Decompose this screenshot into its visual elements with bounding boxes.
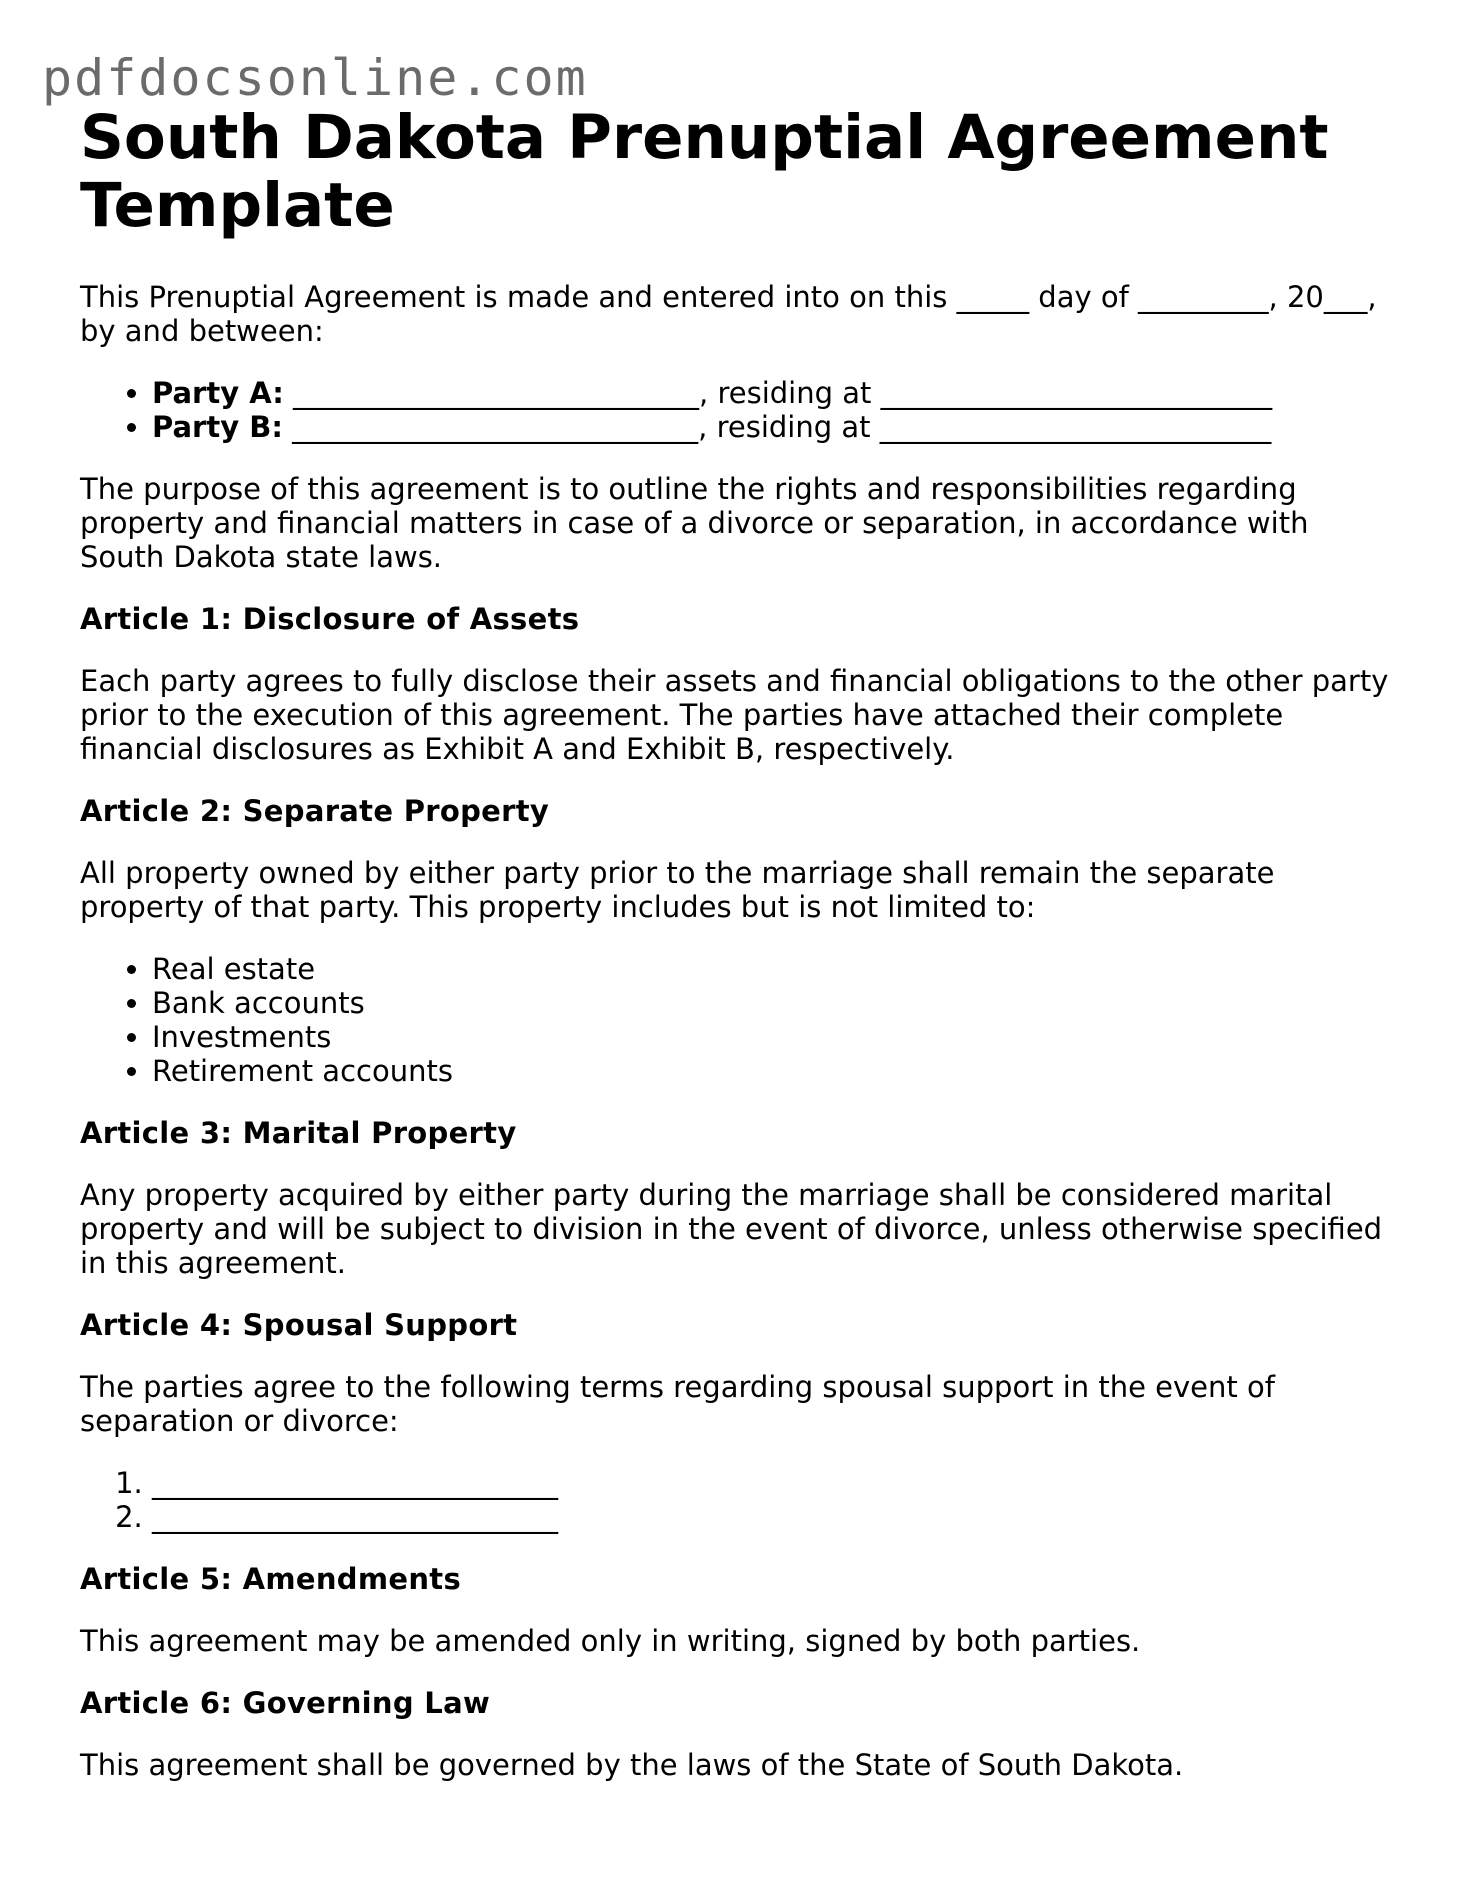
list-item: • Real estate bbox=[152, 952, 1400, 986]
document-title: South Dakota Prenuptial Agreement Template bbox=[80, 102, 1329, 241]
article-6-heading: Article 6: Governing Law bbox=[80, 1686, 491, 1720]
document-page bbox=[80, 104, 1400, 1782]
article-2-text: All property owned by either party prior to the marriage shall remain the separate property of that party. This property includes but is not limited to: bbox=[80, 856, 1275, 924]
article-4-heading: Article 4: Spousal Support bbox=[80, 1308, 518, 1342]
list-item: • Bank accounts bbox=[152, 986, 1400, 1020]
party-a-text: ____________________________, residing at ___________________________ bbox=[283, 376, 1273, 410]
party-a-item bbox=[152, 376, 1400, 410]
party-b-item bbox=[152, 410, 1400, 444]
article-2-heading: Article 2: Separate Property bbox=[80, 794, 550, 828]
article-4-text: The parties agree to the following terms regarding spousal support in the event of separation or divorce: bbox=[80, 1370, 1275, 1438]
article-5-text: This agreement may be amended only in writing, signed by both parties. bbox=[80, 1624, 1141, 1658]
party-b-text: ____________________________, residing at ___________________________ bbox=[282, 410, 1272, 444]
purpose-paragraph: The purpose of this agreement is to outline the rights and responsibilities regarding property and financial matters in case of a divorce or separation, in accordance with South Dakota state laws. bbox=[80, 472, 1309, 574]
article-3-heading: Article 3: Marital Property bbox=[80, 1116, 517, 1150]
article-3-text: Any property acquired by either party during the marriage shall be considered marital property and will be subject to division in the event of divorce, unless otherwise specified in this agreement. bbox=[80, 1178, 1383, 1280]
intro-paragraph: This Prenuptial Agreement is made and entered into on this _____ day of _________, 20___, by and between: bbox=[80, 280, 1377, 348]
article-5-heading: Article 5: Amendments bbox=[80, 1562, 462, 1596]
separate-property-list bbox=[80, 952, 1400, 1088]
parties-list bbox=[80, 376, 1400, 444]
party-a-label: Party A: bbox=[152, 376, 284, 410]
list-item: 2. ____________________________ bbox=[152, 1500, 1400, 1534]
article-6-text: This agreement shall be governed by the laws of the State of South Dakota. bbox=[80, 1748, 1184, 1782]
article-1-heading: Article 1: Disclosure of Assets bbox=[80, 602, 580, 636]
list-item: • Retirement accounts bbox=[152, 1054, 1400, 1088]
party-b-label: Party B: bbox=[152, 410, 283, 444]
watermark: pdfdocsonline.com bbox=[42, 49, 588, 107]
list-item: • Investments bbox=[152, 1020, 1400, 1054]
article-1-text: Each party agrees to fully disclose their assets and financial obligations to the other party prior to the execution of this agreement. The parties have attached their complete financial disclosures as Exhibit A and Exhibit B, respectively. bbox=[80, 664, 1389, 766]
spousal-support-list bbox=[80, 1466, 1400, 1534]
list-item: 1. ____________________________ bbox=[152, 1466, 1400, 1500]
